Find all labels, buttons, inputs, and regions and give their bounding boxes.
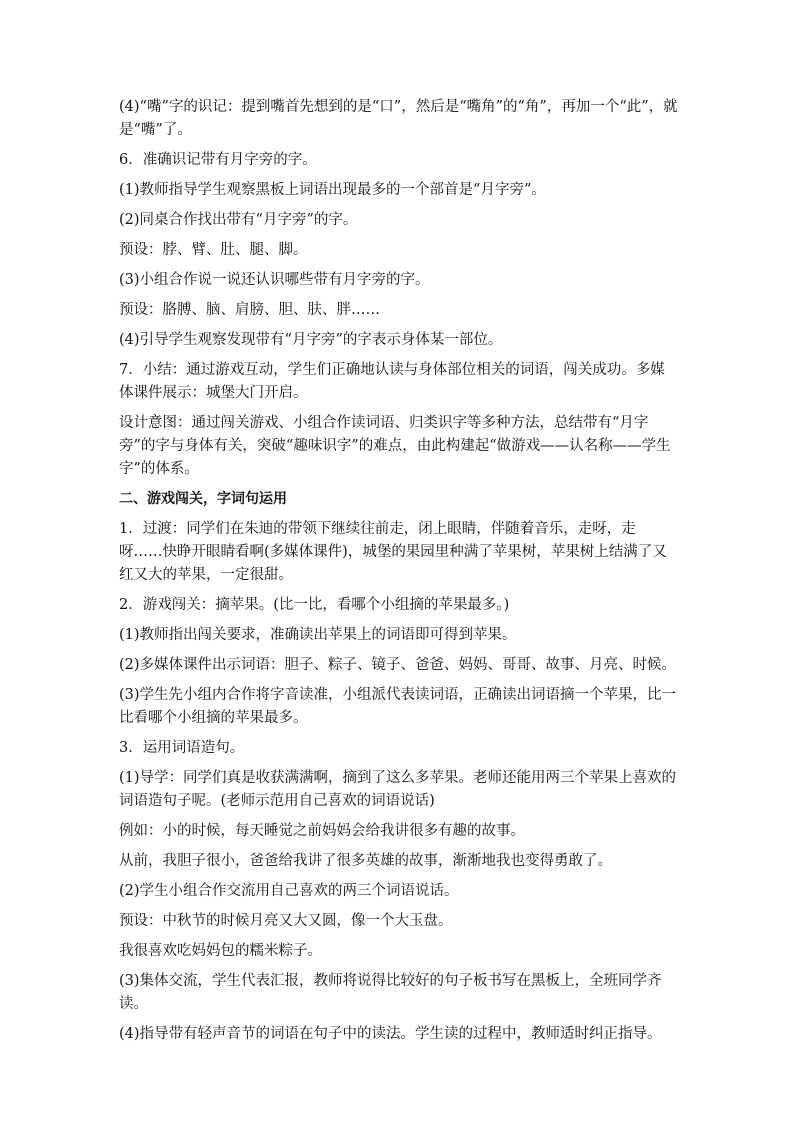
paragraph-3-2: (2)学生小组合作交流用自己喜欢的两三个词语说话。 (119, 883, 459, 899)
paragraph-3-1: (1)导学：同学们真是收获满满啊，摘到了这么多苹果。老师还能用两三个苹果上喜欢的词语造句子呢。(老师示范用自己喜欢的词语说话) (119, 770, 677, 809)
paragraph-step-6: 6．准确识记带有月字旁的字。 (119, 152, 317, 168)
paragraph-6-4: (4)引导学生观察发现带有“月字旁”的字表示身体某一部位。 (119, 332, 503, 348)
paragraph-2-3: (3)学生先小组内合作将字音读准，小组派代表读词语，正确读出词语摘一个苹果，比一比看哪个小组摘的苹果最多。 (119, 687, 677, 726)
paragraph-3-4: (4)指导带有轻声音节的词语在句子中的读法。学生读的过程中，教师适时纠正指导。 (119, 1026, 662, 1042)
paragraph-6-2: (2)同桌合作找出带有“月字旁”的字。 (119, 212, 358, 228)
paragraph-preset-2: 预设：胳膊、脑、肩膀、胆、肤、胖…… (119, 302, 380, 318)
paragraph-6-1: (1)教师指导学生观察黑板上词语出现最多的一个部首是“月字旁”。 (119, 182, 546, 198)
paragraph-preset-3: 预设：中秋节的时候月亮又大又圆，像一个大玉盘。 (119, 913, 453, 929)
paragraph-step-3: 3．运用词语造句。 (119, 740, 245, 756)
paragraph-preset-1: 预设：脖、臂、肚、腿、脚。 (119, 242, 308, 258)
paragraph-2-2: (2)多媒体课件出示词语：胆子、粽子、镜子、爸爸、妈妈、哥哥、故事、月亮、时候。 (119, 657, 677, 673)
paragraph-zui-character: (4)“嘴”字的识记：提到嘴首先想到的是“口”，然后是“嘴角”的“角”，再加一个“此”，就是“嘴”了。 (119, 99, 678, 138)
paragraph-transition: 1．过渡：同学们在朱迪的带领下继续往前走，闭上眼睛，伴随着音乐，走呀，走呀……快睁开眼睛看啊(多媒体课件)，城堡的果园里种满了苹果树，苹果树上结满了又红又大的苹果，一定很甜。 (119, 521, 667, 583)
paragraph-3-3: (3)集体交流，学生代表汇报，教师将说得比较好的句子板书写在黑板上，全班同学齐读。 (119, 973, 662, 1012)
document-page (119, 96, 679, 1053)
section-heading: 二、游戏闯关，字词句运用 (119, 491, 287, 507)
paragraph-design-intent: 设计意图：通过闯关游戏、小组合作读词语、归类识字等多种方法，总结带有“月字旁”的字与身体有关，突破“趣味识字”的难点，由此构建起“做游戏——认名称——学生字”的体系。 (119, 415, 671, 477)
paragraph-6-3: (3)小组合作说一说还认识哪些带有月字旁的字。 (119, 272, 430, 288)
paragraph-summary: 7．小结：通过游戏互动，学生们正确地认读与身体部位相关的词语，闯关成功。多媒体课件展示：城堡大门开启。 (119, 362, 665, 401)
paragraph-example-1: 例如：小的时候，每天睡觉之前妈妈会给我讲很多有趣的故事。 (119, 823, 525, 839)
paragraph-example-2: 从前，我胆子很小，爸爸给我讲了很多英雄的故事，渐渐地我也变得勇敢了。 (119, 853, 612, 869)
paragraph-2-1: (1)教师指出闯关要求，准确读出苹果上的词语即可得到苹果。 (119, 627, 517, 643)
paragraph-zongzi: 我很喜欢吃妈妈包的糯米粽子。 (119, 943, 322, 959)
paragraph-pick-apples: 2．游戏闯关：摘苹果。(比一比，看哪个小组摘的苹果最多。) (119, 597, 510, 613)
